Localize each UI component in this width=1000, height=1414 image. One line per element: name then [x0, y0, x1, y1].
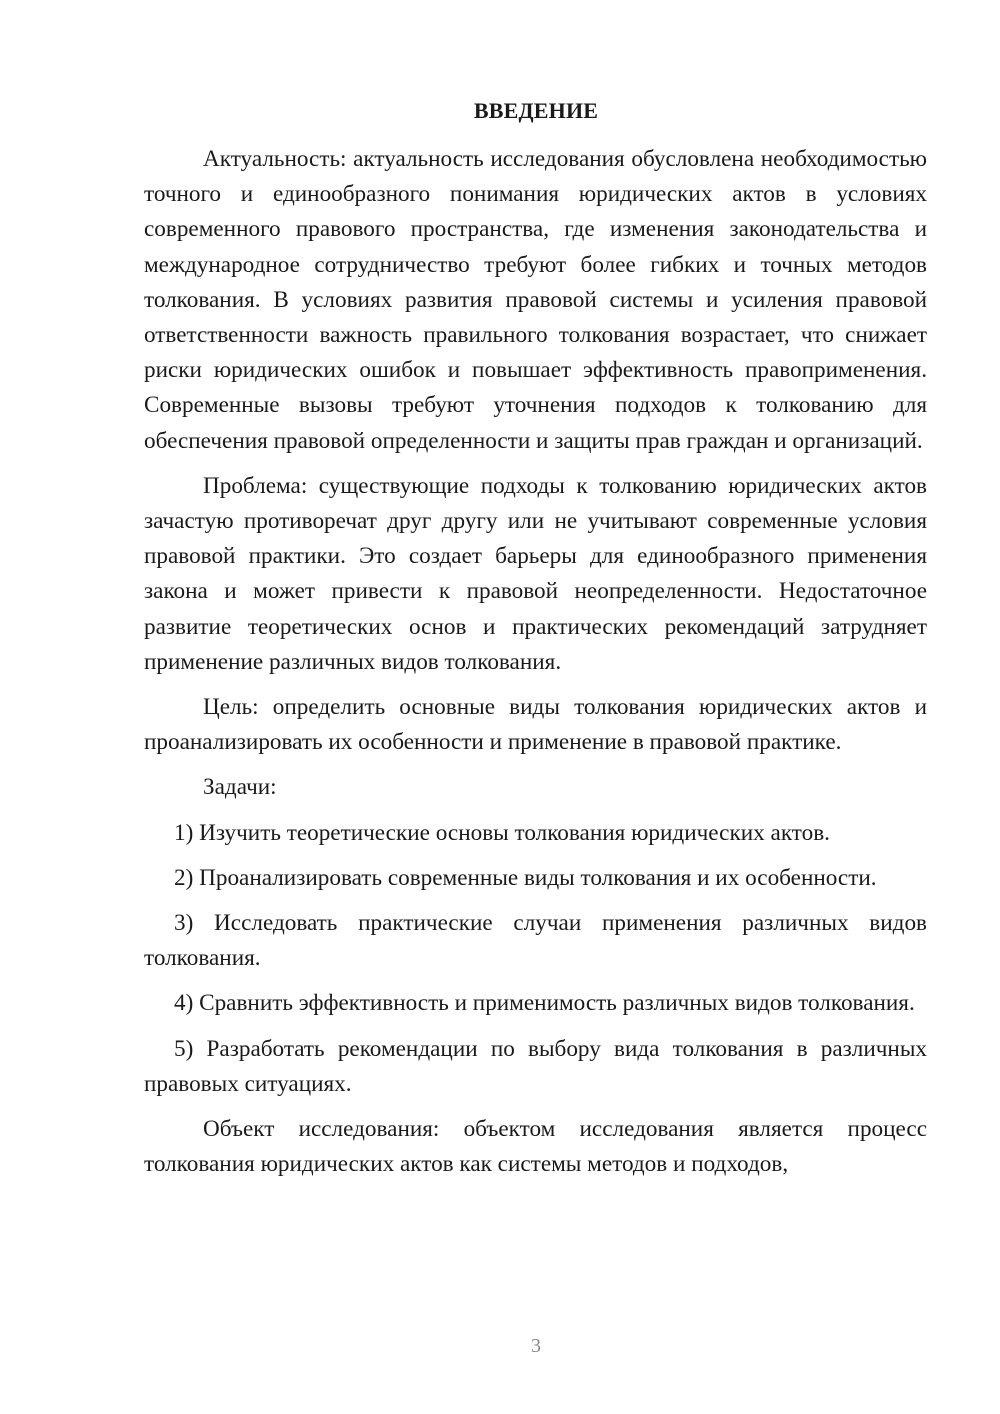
task-item-5: 5) Разработать рекомендации по выбору вида толкования в различных правовых ситуациях. [144, 1035, 927, 1097]
task-item-3: 3) Исследовать практические случаи применения различных видов толкования. [144, 910, 927, 972]
paragraph-goal: Цель: определить основные виды толкования юридических актов и проанализировать их особенности и применение в правовой практике. [144, 694, 927, 756]
page-number: 3 [531, 1335, 541, 1357]
document-body [144, 142, 927, 1182]
task-item-4: 4) Сравнить эффективность и применимость различных видов толкования. [174, 990, 915, 1017]
paragraph-object: Объект исследования: объектом исследования является процесс толкования юридических актов как системы методов и подходов, [144, 1116, 927, 1178]
paragraph-tasks-heading: Задачи: [203, 774, 277, 801]
paragraph-relevance: Актуальность: актуальность исследования обусловлена необходимостью точного и единообразного понимания юридических актов в условиях современного правового пространства, где изменения законодательства и международное сотрудничество требуют более гибких и точных методов толкования. В условиях развития правовой системы и усиления правовой ответственности важность правильного толкования возрастает, что снижает риски юридических ошибок и повышает эффективность правоприменения. Современные вызовы требуют уточнения подходов к толкованию для обеспечения правовой определенности и защиты прав граждан и организаций. [144, 146, 927, 454]
task-item-2: 2) Проанализировать современные виды толкования и их особенности. [174, 864, 877, 891]
task-item-1: 1) Изучить теоретические основы толкования юридических актов. [174, 819, 830, 846]
page-title: ВВЕДЕНИЕ [473, 98, 599, 123]
paragraph-problem: Проблема: существующие подходы к толкованию юридических актов зачастую противоречат друг другу или не учитывают современные условия правовой практики. Это создает барьеры для единообразного применения закона и может привести к правовой неопределенности. Недостаточное развитие теоретических основ и практических рекомендаций затрудняет применение различных видов толкования. [144, 472, 927, 675]
